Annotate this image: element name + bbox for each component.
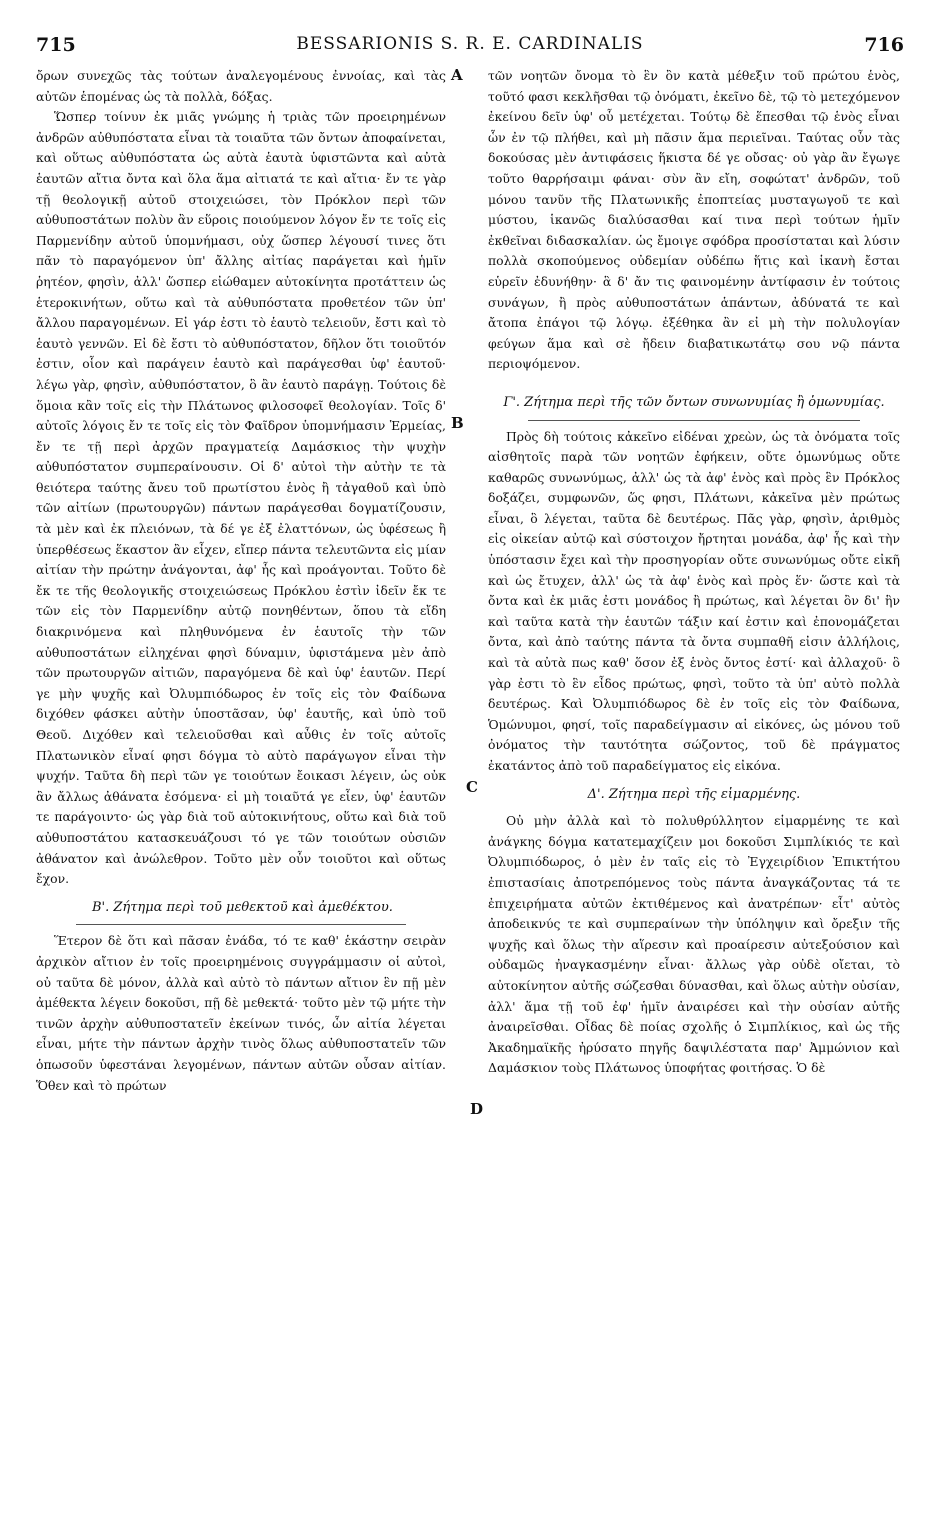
page-header <box>36 34 904 58</box>
page-number-left: 715 <box>36 34 76 56</box>
running-title: BESSARIONIS S. R. E. CARDINALIS <box>296 34 644 54</box>
section-divider <box>528 420 860 421</box>
right-paragraph-3: Οὐ μὴν ἀλλὰ καὶ τὸ πολυθρύλλητον εἱμαρμένης τε καὶ ἀνάγκης δόγμα κατατεμαχίζειν μοι δοκοῦσι Σιμπλίκιός τε καὶ Ὀλυμπιόδωρος, ὁ μὲν ἐν ταῖς εἰς τὸ Ἐγχειρίδιον Ἐπικτήτου ἐπιστασίαις ἀποτρεπόμενος τοὺς πάντα ἀναγκάζοντας τά τε ἐπιχειρήματα αὐτῶν ἐκτιθέμενος καὶ ἀνατρέπων· εἶτ' αὐτὸς ἀποδεικνύς τε καὶ συμπεραίνων τὴν ὑπόληψιν καὶ ὄρεξιν τῆς ψυχῆς καὶ ὅλως τὴν αἵρεσιν καὶ προαίρεσιν αὐτεξούσιον καὶ οὐδαμῶς ἠναγκασμένην εἶναι· ἄλλως γὰρ οὐδὲ οἴεται, τὸ αὐτοκίνητον αὐτῆς σώζεσθαι δύνασθαι, καὶ ὅλως αὐτὴν οὐσίαν, ἀλλ' ἅμα τῇ τοῦ ἐφ' ἡμῖν ἀναιρέσει καὶ τὴν οὐσίαν αὐτῆς ἀναιρεῖσθαι. Οἶδας δὲ ποίας σχολῆς ὁ Σιμπλίκιος, καὶ ὡς τῆς Ἀκαδημαϊκῆς ἠρύσατο πηγῆς δαψιλέστατα παρ' Ἀμμώνιον καὶ Δαμάσκιον τοὺς Πλάτωνος ὑποφήτας φοιτήσας. Ὁ δὲ <box>488 813 900 1076</box>
margin-marker-b: B <box>451 414 464 432</box>
left-paragraph-1: ὄρων συνεχῶς τὰς τούτων ἀναλεγομένους ἐννοίας, καὶ τὰς αὐτῶν ἑπομένας ὡς τὰ πολλὰ, δόξας. <box>36 68 446 104</box>
left-column <box>36 66 446 1096</box>
left-paragraph-3: Ἕτερον δὲ ὅτι καὶ πᾶσαν ἐνάδα, τό τε καθ' ἑκάστην σειρὰν ἀρχικὸν αἴτιον ἐν τοῖς προειρημένοις συγγράμμασιν οἱ αὐτοὶ, οὐ ταῦτα δὲ μόνον, ἀλλὰ καὶ αὐτὸ τὸ πάντων αἴτιον ἓν πῇ μὲν ἀμέθεκτα λέγειν δοκοῦσι, πῇ δὲ μεθεκτά· τοῦτο μὲν τῷ μήτε τὴν τινῶν ἀρχὴν αὐθυποστατεῖν ἐκείνων τινός, ὧν αἰτία λέγεται εἶναι, μήτε τὴν πάντων ἀρχὴν τινὸς ὅλως αὐθυποστατεῖν τῶν ὁπωσοῦν ὑφεστάναι λεγομένων, πάντων αὐτῶν οὖσαν αἰτίαν. Ὅθεν καὶ τὸ πρώτων <box>36 933 446 1093</box>
left-paragraph-2: Ὥσπερ τοίνυν ἐκ μιᾶς γνώμης ἡ τριὰς τῶν προειρημένων ἀνδρῶν αὐθυπόστατα εἶναι τὰ τοιαῦτα τῶν ὄντων ἀποφαίνεται, καὶ οὕτως αὐθυπόστατα ὡς αὐτὰ ἑαυτὰ ὑφιστῶντα καὶ αὐτὰ ἑαυτῶν αἴτια ὄντα καὶ ὅλα ἅμα αἰτιατά τε καὶ αἴτια· ἔν τε γὰρ τῇ θεολογικῇ αὐτοῦ στοιχειώσει, τὸν Πρόκλον περὶ τῶν αὐθυποστάτων πολὺν ἂν εὕροις ποιούμενον λόγον ἔν τε τοῖς εἰς Παρμενίδην αὐτοῦ ὑπομνήμασι, οὐχ ὥσπερ λέγουσί τινες ὅτι πᾶν τὸ παραγόμενον ὑπ' ἄλλης αἰτίας παράγεται καὶ ἡμῖν ῥητέον, φησὶν, ἀλλ' ὥσπερ εἰώθαμεν αὐτοκίνητα προτάττειν ὡς ἑτεροκινήτων, οὕτω καὶ τὰ αὐθυπόστατα προθετέον τῶν ὑπ' ἄλλου παραγομένων. Εἰ γάρ ἐστι τὸ ἑαυτὸ τελειοῦν, ἔστι καὶ τὸ ἑαυτὸ γεννῶν. Εἰ δὲ ἔστι τὸ αὐθυπόστατον, δῆλον ὅτι τοιοῦτόν ἐστιν, οἷον καὶ παράγειν ἑαυτὸ καὶ παράγεσθαι ὑφ' ἑαυτοῦ· λέγω γὰρ, φησὶν, αὐθυπόστατον, ὃ ἂν ἑαυτὸ παράγῃ. Τούτοις δὲ ὅμοια κἂν τοῖς εἰς τὴν Πλάτωνος φιλοσοφεῖ θεολογίαν. Τοῖς δ' αὐτοῖς λόγοις ἔν τε τοῖς εἰς τὸν Φαῖδρον ὑπομνήμασιν Ἑρμείας, ἔν τε τῇ περὶ ἀρχῶν πραγματείᾳ Δαμάσκιος τὴν ψυχὴν αὐθυπόστατον συμπεραίνουσιν. Οἱ δ' αὐτοὶ τὴν αὐτὴν τε τὰ θειότερα ταύτης ἄνευ τοῦ πρωτίστου ἑνὸς ἢ τἀγαθοῦ καὶ ὑπὸ τῶν αἰτίων (πρωτουργῶν) πάντων παράγεσθαι δογματίζουσιν, τὰ μὲν καὶ ἐκ πλειόνων, τὰ δέ γε ἐξ ἐλαττόνων, ὡς ὑφέσεως ἢ ὑπερθέσεως ἕκαστον ἂν εἶχεν, εἴπερ πάντα τελευτῶντα εἰς μίαν αἰτίαν τὴν πρώτην ἀνάγονται, ἀφ' ἧς καὶ προάγονται. Τοῦτο δὲ ἔκ τε τῆς θεολογικῆς στοιχειώσεως Πρόκλου ἐστὶν ἰδεῖν ἔκ τε τῶν εἰς τὸν Παρμενίδην αὐτῷ πονηθέντων, ὅπου τὰ εἴδη διακρινόμενα καὶ πληθυνόμενα ἐν ἑαυτοῖς τὴν τῶν αὐθυποστάτων εἰληχέναι φησὶ δύναμιν, ὑφιστάμενα μὲν ἀπὸ τῶν πρωτουργῶν αἰτιῶν, παραγόμενα δὲ καὶ ὑφ' ἑαυτῶν. Περί γε μὴν ψυχῆς καὶ Ὀλυμπιόδωρος ἐν τοῖς εἰς τὸν Φαίδωνα διχόθεν φάσκει αὐτὴν ὑποστᾶσαν, ὑφ' ἑαυτῆς, καὶ ὑπὸ τοῦ Θεοῦ. Διχόθεν καὶ τελειοῦσθαι καὶ αὖθις ἐν τοῖς αὐτοῖς Πλατωνικὸν εἶναί φησι δόγμα τὸ αὐτὸ παράγωγον εἶναι τὴν ψυχήν. Ταῦτα δὴ περὶ τῶν γε τοιούτων ἔοικασι λέγειν, ὡς οὐκ ἂν ἄλλως ἀθάνατα ἐσόμενα· εἰ μὴ τοιαῦτά γε εἶεν, ὑφ' ἑαυτῶν τε παράγοιντο· ὡς γὰρ διὰ τοῦ αὐτοκινήτους, οὕτω καὶ διὰ τοῦ αὐθυποστάτου κατασκευάζουσι τό γε τῶν τοιούτων οὐσιῶν ἀθάνατον καὶ ἀνώλεθρον. Τοῦτο μὲν οὖν τοιοῦτοι καὶ οὕτως ἔχον. <box>36 109 446 887</box>
right-column <box>488 66 900 1079</box>
margin-marker-d: D <box>470 1100 484 1118</box>
section-heading-b: Β'. Ζήτημα περὶ τοῦ μεθεκτοῦ καὶ ἀμεθέκτου. <box>92 899 393 915</box>
margin-marker-a: A <box>451 66 463 84</box>
section-heading-g: Γ'. Ζήτημα περὶ τῆς τῶν ὄντων συνωνυμίας ἢ ὁμωνυμίας. <box>503 394 885 410</box>
right-paragraph-1: τῶν νοητῶν ὄνομα τὸ ἓν ὂν κατὰ μέθεξιν τοῦ πρώτου ἑνὸς, τοῦτό φασι κεκλῆσθαι τῷ ὀνόματι, ἐκεῖνο δὲ, τῷ τὸ μετεχόμενον ἐκείνου δεῖν ὑφ' οὗ μετέχεται. Τούτῳ δὲ ἕπεσθαι τῷ ἑνὸς εἶναι ὧν ἐν τῷ πλήθει, καὶ μὴ πᾶσιν ἅμα περιεῖναι. Ταύτας οὖν τὰς δοκούσας μὲν ἀντιφάσεις ἥκιστα δέ γε οὔσας· οὐ γὰρ ἂν ἔγωγε τοῦτο θαρρήσαιμι φάναι· σὺν ἂν εἴη, σοφώτατ' ἀνδρῶν, τοῦ μόνου τανῦν τῆς Πλατωνικῆς ἐποπτείας μυσταγωγοῦ τε καὶ μύστου, ἱκανῶς διαλύσασθαι καί τινα περὶ τούτων ἡμῖν ἐκθεῖναι διδασκαλίαν. ὡς ἔμοιγε σφόδρα προσίσταται καὶ λύσιν πολλὰ σκοπούμενος οὐδεμίαν οὐδέπω ἥτις καὶ ἱκανὴ ἔσται εὑρεῖν ἐδυνήθην· ἃ δ' ἄν τις φαινομένην ἀντίφασιν ἐν τούτοις συνάγων, ἢ πρὸς αὐθυποστάτων ἁπάντων, ἀδύνατά τε καὶ ἄτοπα ἐπάγοι τῷ λόγῳ. ἐξέθηκα ἂν εἰ μὴ τὴν πολυλογίαν φεύγων ἅμα καὶ σὲ ἤδειν διαβατικωτάτῳ σου νῷ πάντα περιοψόμενον. <box>488 68 900 372</box>
page-number-right: 716 <box>864 34 904 56</box>
section-heading-d: Δ'. Ζήτημα περὶ τῆς εἱμαρμένης. <box>587 786 801 802</box>
right-paragraph-2: Πρὸς δὴ τούτοις κἀκεῖνο εἰδέναι χρεὼν, ὡς τὰ ὀνόματα τοῖς αἰσθητοῖς παρὰ τῶν νοητῶν ἐφήκειν, οὔτε ὁμωνύμως οὔτε καθαρῶς συνωνύμως, ἀλλ' ὡς τὰ ἀφ' ἑνὸς καὶ πρὸς ἓν Πρόκλος δοξάζει, συμφωνῶν, ὥς φησι, Πλάτωνι, κἀκεῖνα μὲν πρώτως εἶναι, ὃ λέγεται, ταῦτα δὲ δευτέρως. Πᾶς γὰρ, φησὶν, ἀριθμὸς εἰς οἰκείαν αὐτῷ καὶ σύστοιχον ἤρτηται μονάδα, ἀφ' ἧς καὶ τὴν ὑπόστασιν ἔχει καὶ τὴν προσηγορίαν οὔτε συνωνύμως οὔτε εἰκῆ καὶ ὡς ἔτυχεν, ἀλλ' ὡς τὰ ἀφ' ἑνὸς καὶ πρὸς ἕν· ὥστε καὶ τὰ ὄντα καὶ ἐκ μιᾶς ἐστι μονάδος ἢ πρώτως, καὶ λέγεται ὂν δι' ἣν καὶ ταῦτα κατὰ τὴν ἑαυτῶν τάξιν καί ἐστιν καὶ ἐπονομάζεται ὄντα, καὶ ἀπὸ ταύτης πάντα τὰ ὄντα συμπαθῆ εἰσιν ἀλλήλοις, καὶ τὰ αὐτὰ πως καθ' ὅσον ἐξ ἑνὸς ὄντος ἐστί· καὶ ἀλλαχοῦ· ὃ γὰρ ἐστι τὸ ἓν εἶδος πρώτως, φησὶ, τοῦτο τὰ ὑπ' αὐτὸ πολλὰ δευτέρως. Καὶ Ὀλυμπιόδωρος δὲ ἐν τοῖς εἰς τὸν Φαίδωνα, Ὁμώνυμοι, φησί, τοῖς παραδείγμασιν αἱ εἰκόνες, ὡς μόνου τοῦ ὀνόματος τὴν ταυτότητα σώζοντος, τοῦ δὲ πράγματος ἐκατάντος ἀπὸ τοῦ παραδείγματος εἰς εἰκόνα. <box>488 428 900 773</box>
section-divider <box>76 924 406 925</box>
margin-marker-c: C <box>466 778 478 796</box>
